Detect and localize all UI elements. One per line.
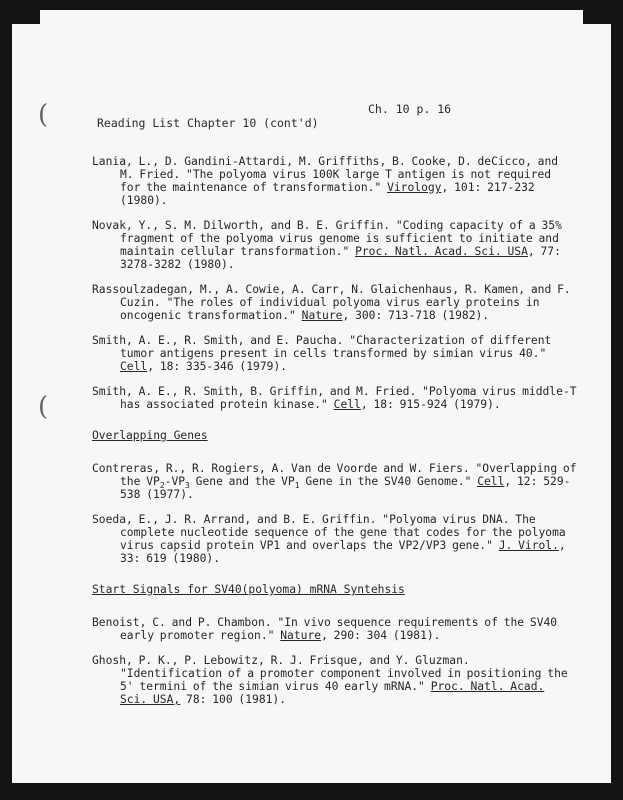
journal-name: Cell: [477, 475, 505, 488]
document-page: [12, 10, 611, 783]
scan-corner-left: [12, 10, 40, 24]
reference-entry: Ghosh, P. K., P. Lebowitz, R. J. Frisque, and Y. Gluzman. "Identification of a promoter component involved in positioning the 5' termini of the simian virus 40 early mRNA." Proc. Natl. Acad. Sci. USA, 78: 100 (1981).: [92, 654, 568, 706]
journal-name: Nature: [280, 629, 322, 642]
scan-corner-right: [583, 10, 611, 24]
reference-entry: Benoist, C. and P. Chambon. "In vivo sequence requirements of the SV40 early promoter region." Nature, 290: 304 (1981).: [92, 616, 558, 642]
document-title: Reading List Chapter 10 (cont'd): [97, 116, 319, 130]
page-number-label: Ch. 10 p. 16: [368, 102, 452, 116]
journal-name: Proc. Natl. Acad. Sci. USA: [355, 245, 528, 258]
reference-entry: Soeda, E., J. R. Arrand, and B. E. Griffin. "Polyoma virus DNA. The complete nucleotide sequence of the gene that codes for the polyoma virus capsid protein VP1 and overlaps the VP2/VP3 gene." J. Virol., 33: 619 (1980).: [92, 513, 566, 565]
reference-entry: Rassoulzadegan, M., A. Cowie, A. Carr, N. Glaichenhaus, R. Kamen, and F. Cuzin. "The roles of individual polyoma virus early proteins in oncogenic transformation." Nature, 300: 713-718 (1982).: [92, 283, 571, 322]
reference-entry: Smith, A. E., R. Smith, and E. Paucha. "Characterization of different tumor antigens present in cells transformed by simian virus 40." Cell, 18: 335-346 (1979).: [92, 334, 552, 373]
journal-name: Nature: [301, 309, 343, 322]
journal-name: Cell: [120, 360, 148, 373]
journal-name: Virology: [387, 181, 442, 194]
binder-hole-mark-icon: (: [38, 392, 49, 422]
reference-entry: Novak, Y., S. M. Dilworth, and B. E. Griffin. "Coding capacity of a 35% fragment of the polyoma virus genome is sufficient to initiate and maintain cellular transformation." Proc. Natl. Acad. Sci. USA, 77: 3278-3282 (1980).: [92, 219, 562, 271]
journal-name: Proc. Natl. Acad. Sci. USA,: [120, 680, 545, 706]
binder-hole-mark-icon: (: [38, 100, 49, 130]
reference-entry: Lania, L., D. Gandini-Attardi, M. Griffiths, B. Cooke, D. deCicco, and M. Fried. "The polyoma virus 100K large T antigen is not required for the maintenance of transformation." Virology, 101: 217-232 (1980).: [92, 155, 559, 207]
reading-list: [92, 155, 577, 718]
reference-entry: Smith, A. E., R. Smith, B. Griffin, and M. Fried. "Polyoma virus middle-T has associated protein kinase." Cell, 18: 915-924 (1979).: [92, 385, 577, 411]
journal-name: Cell: [333, 398, 361, 411]
reference-entry: Contreras, R., R. Rogiers, A. Van de Voorde and W. Fiers. "Overlapping of the $VP_2-VP_3$ Gene and the $VP_1$ Gene in the SV40 Genome." Cell, 12: 529-538 (1977).: [92, 462, 577, 501]
section-heading-overlapping-genes: Overlapping Genes: [92, 429, 208, 442]
journal-name: J. Virol.: [498, 539, 559, 552]
section-heading-start-signals: Start Signals for SV40(polyoma) mRNA Syntehsis: [92, 583, 405, 596]
